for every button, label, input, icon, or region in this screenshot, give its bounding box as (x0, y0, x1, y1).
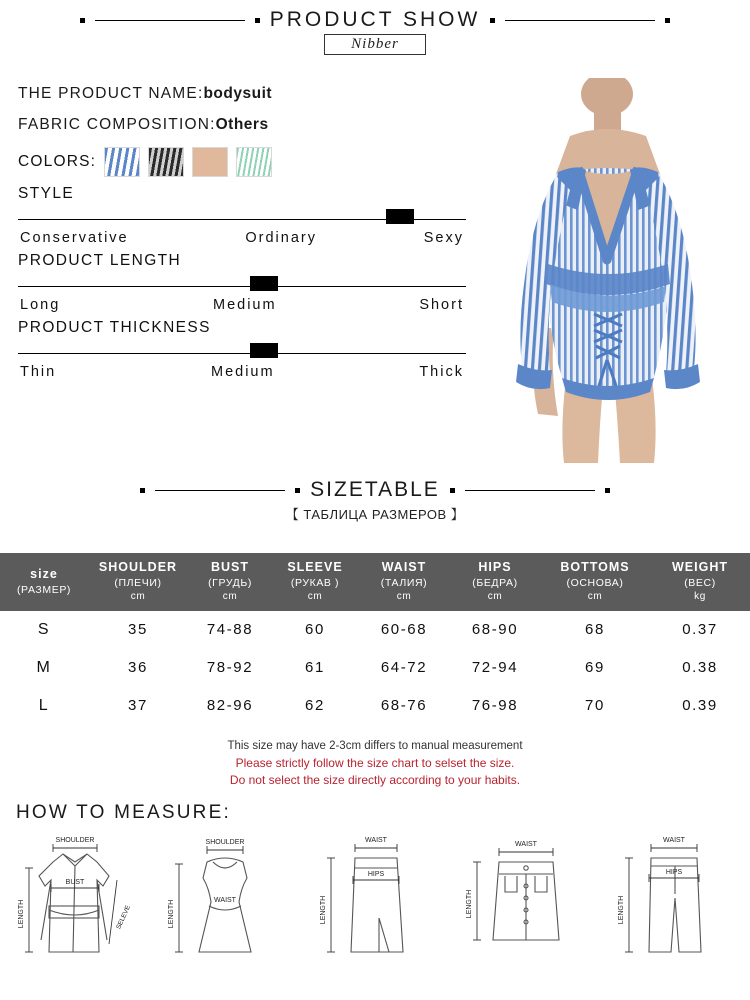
product-name-label: THE PRODUCT NAME: (18, 85, 204, 102)
col-sleeve-unit: cm (307, 591, 323, 603)
attribute-length-title: PRODUCT LENGTH (18, 252, 182, 269)
sizetable-dot-inner-right-icon (450, 488, 455, 493)
col-bottoms (540, 553, 650, 611)
pants-label-waist: WAIST (663, 837, 685, 844)
col-size-ru: (РАЗМЕР) (16, 583, 72, 596)
size-warning-note (0, 755, 750, 790)
page-header (0, 0, 750, 64)
sizetable-rule-left (155, 490, 285, 491)
short-skirt-label-waist: WAIST (515, 841, 537, 848)
cell-shoulder: 37 (128, 697, 148, 715)
col-sleeve (272, 553, 358, 611)
how-to-measure-figures (0, 832, 750, 992)
page-title: PRODUCT SHOW (269, 8, 481, 31)
cell-waist: 64-72 (380, 659, 428, 677)
cell-weight: 0.39 (682, 697, 718, 715)
cell-waist: 68-76 (380, 697, 428, 715)
col-shoulder-ru: (ПЛЕЧИ) (114, 576, 162, 589)
attribute-style-title: STYLE (18, 185, 75, 202)
attribute-style-marker (386, 209, 414, 224)
size-table-body (0, 611, 750, 725)
attribute-thickness-option-0[interactable]: Thin (20, 364, 57, 380)
cell-sleeve: 61 (305, 659, 325, 677)
col-shoulder-unit: cm (130, 591, 146, 603)
cell-size: S (37, 620, 51, 638)
attribute-thickness-scale (18, 341, 466, 363)
brand-name: Nibber (324, 34, 426, 55)
cell-weight: 0.38 (682, 659, 718, 677)
attribute-length-marker (250, 276, 278, 291)
col-hips-en: HIPS (478, 560, 512, 574)
how-to-measure-title: HOW TO MEASURE: (16, 802, 231, 823)
short-skirt-diagram (455, 832, 595, 992)
attribute-length-option-2[interactable]: Short (419, 297, 464, 313)
colors-row (18, 147, 466, 177)
col-bust-unit: cm (222, 591, 238, 603)
col-bottoms-ru: (ОСНОВА) (566, 576, 624, 589)
col-weight-unit: kg (694, 591, 706, 603)
cell-bust: 78-92 (206, 659, 254, 677)
cell-hips: 72-94 (471, 659, 519, 677)
shirt-label-shoulder: SHOULDER (55, 837, 95, 844)
cell-size: L (38, 696, 50, 714)
cell-hips: 76-98 (471, 697, 519, 715)
cell-bottoms: 70 (585, 697, 605, 715)
dress-label-length: LENGTH (168, 899, 175, 929)
header-rule-right (505, 20, 655, 21)
attribute-style-option-2[interactable]: Sexy (423, 230, 464, 246)
attribute-style (18, 185, 466, 246)
col-sleeve-ru: (РУКАВ ) (290, 576, 340, 589)
size-table (0, 553, 750, 725)
shirt-label-length: LENGTH (18, 899, 25, 929)
long-skirt-label-length: LENGTH (320, 895, 327, 925)
size-table-header-row (0, 553, 750, 611)
col-shoulder-en: SHOULDER (98, 560, 178, 574)
attribute-length (18, 252, 466, 313)
fabric-line (18, 116, 466, 134)
cell-size: M (36, 658, 52, 676)
col-bust-ru: (ГРУДЬ) (208, 576, 252, 589)
header-dot-left-icon (80, 18, 85, 23)
size-warning-line-2: Do not select the size directly according to your habits. (229, 773, 521, 788)
header-dot-inner-right-icon (490, 18, 495, 23)
col-waist-ru: (ТАЛИЯ) (380, 576, 428, 589)
table-row (0, 611, 750, 649)
blue-stripe-swatch[interactable] (104, 147, 140, 177)
attribute-style-option-0[interactable]: Conservative (20, 230, 129, 246)
colors-label: COLORS: (18, 153, 97, 170)
attribute-style-option-1[interactable]: Ordinary (245, 230, 317, 246)
black-stripe-swatch[interactable] (148, 147, 184, 177)
dress-diagram (155, 832, 295, 992)
col-sleeve-en: SLEEVE (287, 560, 343, 574)
attribute-thickness-labels (18, 364, 466, 380)
cell-bust: 74-88 (206, 621, 254, 639)
cell-waist: 60-68 (380, 621, 428, 639)
attribute-length-option-0[interactable]: Long (20, 297, 61, 313)
shirt-label-sleeve: SELEVE (115, 904, 132, 931)
header-dot-inner-left-icon (255, 18, 260, 23)
attribute-style-labels (18, 230, 466, 246)
attribute-thickness (18, 319, 466, 380)
nude-swatch[interactable] (192, 147, 228, 177)
attribute-thickness-option-2[interactable]: Thick (419, 364, 464, 380)
sizetable-title: SIZETABLE (310, 478, 440, 501)
attribute-length-labels (18, 297, 466, 313)
cell-bust: 82-96 (206, 697, 254, 715)
col-bottoms-unit: cm (587, 591, 603, 603)
col-hips-ru: (БЕДРА) (472, 576, 518, 589)
attribute-length-scale (18, 274, 466, 296)
cell-bottoms: 68 (585, 621, 605, 639)
shirt-diagram (5, 832, 145, 992)
pants-label-hips: HIPS (665, 869, 683, 876)
product-name-value: bodysuit (203, 85, 273, 102)
attribute-length-option-1[interactable]: Medium (213, 297, 277, 313)
pants-diagram (605, 832, 745, 992)
col-shoulder (88, 553, 188, 611)
attribute-style-scale (18, 207, 466, 229)
header-title-row (0, 0, 750, 32)
col-size (0, 553, 88, 611)
long-skirt-label-hips: HIPS (367, 871, 385, 878)
attribute-thickness-title: PRODUCT THICKNESS (18, 319, 211, 336)
header-rule-left (95, 20, 245, 21)
cell-sleeve: 60 (305, 621, 325, 639)
short-skirt-label-length: LENGTH (466, 889, 473, 919)
cell-hips: 68-90 (471, 621, 519, 639)
pants-label-length: LENGTH (618, 895, 625, 925)
col-hips (450, 553, 540, 611)
attribute-length-line (18, 286, 466, 287)
long-skirt-diagram (305, 832, 445, 992)
col-waist-unit: cm (396, 591, 412, 603)
attribute-thickness-marker (250, 343, 278, 358)
sizetable-rule-right (465, 490, 595, 491)
fabric-value: Others (215, 116, 269, 133)
sizetable-title-row (0, 478, 750, 502)
col-size-en: size (30, 566, 58, 581)
table-row (0, 687, 750, 725)
attribute-thickness-line (18, 353, 466, 354)
dress-label-waist: WAIST (214, 897, 236, 904)
product-photo (474, 78, 742, 463)
cell-shoulder: 36 (128, 659, 148, 677)
sizetable-dot-right-icon (605, 488, 610, 493)
col-weight-en: WEIGHT (672, 560, 728, 574)
cell-weight: 0.37 (682, 621, 718, 639)
sizetable-dot-left-icon (140, 488, 145, 493)
size-notes (0, 740, 750, 790)
col-bottoms-en: BOTTOMS (560, 560, 630, 574)
col-weight (650, 553, 750, 611)
col-bust-en: BUST (210, 560, 250, 574)
col-hips-unit: cm (487, 591, 503, 603)
cell-shoulder: 35 (128, 621, 148, 639)
sizetable-dot-inner-left-icon (295, 488, 300, 493)
table-row (0, 649, 750, 687)
col-bust (188, 553, 272, 611)
mint-stripe-swatch[interactable] (236, 147, 272, 177)
shirt-label-bust: BUST (65, 879, 85, 886)
dress-label-shoulder: SHOULDER (205, 839, 245, 846)
size-warning-line-1: Please strictly follow the size chart to selset the size. (235, 756, 515, 770)
col-waist (358, 553, 450, 611)
measurement-tolerance-note: This size may have 2-3cm differs to manual measurement (227, 740, 523, 752)
col-waist-en: WAIST (381, 560, 427, 574)
header-dot-right-icon (665, 18, 670, 23)
brand-row (0, 34, 750, 55)
long-skirt-label-waist: WAIST (365, 837, 387, 844)
col-weight-ru: (ВЕС) (684, 576, 716, 589)
product-info-block (18, 85, 466, 380)
cell-bottoms: 69 (585, 659, 605, 677)
sizetable-header (0, 478, 750, 523)
size-table-head (0, 553, 750, 611)
cell-sleeve: 62 (305, 697, 325, 715)
fabric-label: FABRIC COMPOSITION: (18, 116, 216, 133)
product-name-line (18, 85, 466, 103)
sizetable-subtitle: 【 ТАБЛИЦА РАЗМЕРОВ 】 (285, 507, 465, 522)
attribute-thickness-option-1[interactable]: Medium (210, 364, 275, 380)
